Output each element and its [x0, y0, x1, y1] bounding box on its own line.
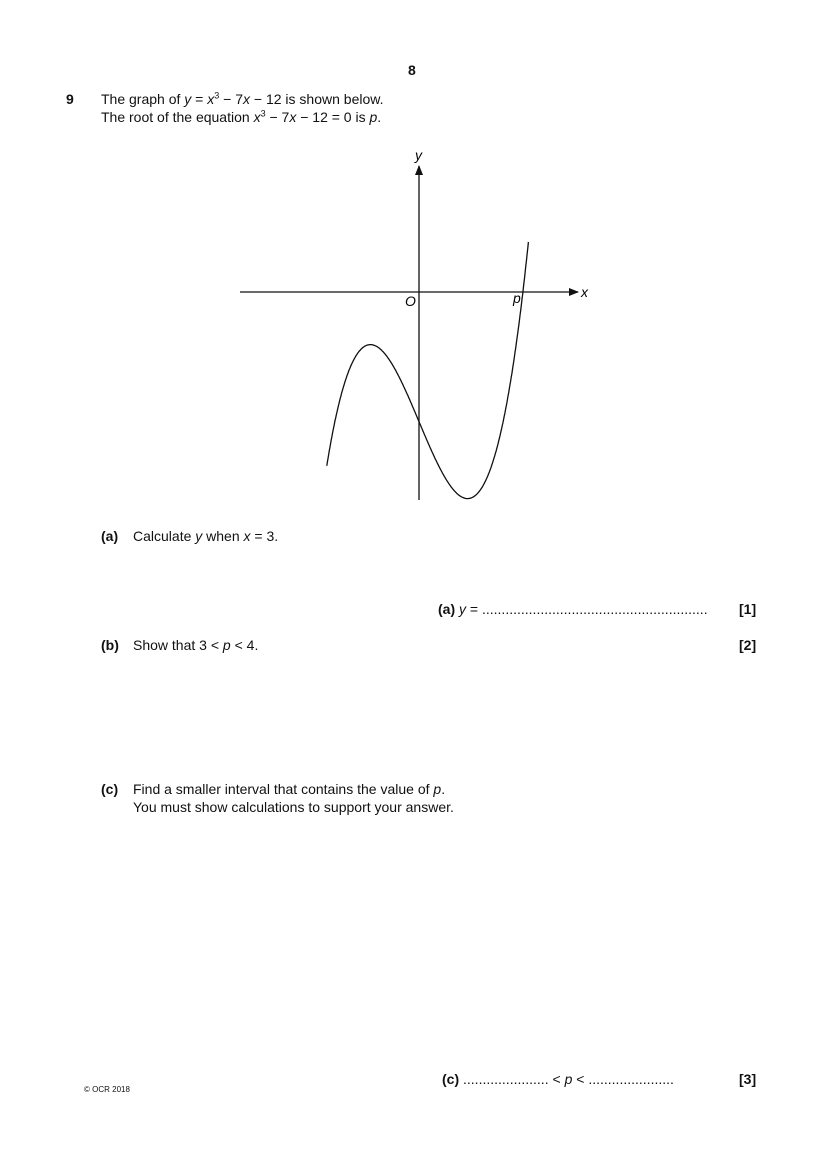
answer-label: (a)	[438, 601, 456, 617]
intro-text: =	[191, 91, 208, 107]
var-p: p	[564, 1071, 573, 1087]
cubic-graph	[0, 0, 828, 560]
copyright-footer: © OCR 2018	[84, 1085, 130, 1094]
part-text: when	[202, 528, 244, 544]
var-p: p	[433, 781, 442, 797]
x-axis-label: x	[581, 284, 588, 300]
var-x: x	[243, 91, 251, 107]
intro-text: .	[377, 109, 382, 125]
intro-text: − 12 is shown below.	[250, 91, 384, 107]
answer-dots-lower[interactable]: ......................	[463, 1071, 549, 1087]
part-text: < 4.	[230, 637, 259, 653]
part-text: Show that 3 <	[133, 637, 223, 653]
exponent: 3	[214, 90, 220, 101]
cubic-curve	[327, 242, 529, 499]
var-y: y	[184, 91, 192, 107]
intro-text: The graph of	[101, 91, 185, 107]
part-a-answer-line	[438, 601, 708, 617]
var-x: x	[243, 528, 251, 544]
var-y: y	[195, 528, 203, 544]
question-number: 9	[66, 91, 74, 107]
part-text: = 3.	[250, 528, 279, 544]
answer-text: <	[572, 1071, 589, 1087]
var-p: p	[369, 109, 378, 125]
part-c-question-line-2: You must show calculations to support your answer.	[133, 799, 454, 815]
answer-dots[interactable]: ..........................................................	[481, 601, 708, 617]
part-b-marks: [2]	[739, 637, 757, 653]
var-x: x	[289, 109, 297, 125]
var-p: p	[222, 637, 231, 653]
var-x: x	[207, 91, 215, 107]
part-a-question	[101, 528, 278, 544]
answer-dots-upper[interactable]: ......................	[588, 1071, 674, 1087]
answer-label: (c)	[442, 1071, 460, 1087]
part-label: (b)	[101, 637, 119, 653]
page-number: 8	[408, 62, 416, 78]
answer-text: =	[466, 601, 482, 617]
intro-text: The root of the equation	[101, 109, 254, 125]
part-c-question-line-1	[101, 781, 445, 797]
answer-text: <	[548, 1071, 565, 1087]
part-b-question	[101, 637, 258, 653]
y-axis-label: y	[415, 147, 422, 163]
intro-text: − 7	[265, 109, 290, 125]
part-text: Find a smaller interval that contains the value of	[133, 781, 434, 797]
var-x: x	[253, 109, 261, 125]
part-c-answer-line	[442, 1071, 674, 1087]
intro-text: − 12 = 0 is	[296, 109, 370, 125]
origin-label: O	[405, 293, 416, 309]
var-y: y	[459, 601, 467, 617]
part-label: (a)	[101, 528, 119, 544]
part-text: .	[441, 781, 446, 797]
root-label: p	[513, 290, 521, 306]
exponent: 3	[260, 108, 266, 119]
part-a-marks: [1]	[739, 601, 757, 617]
part-text: Calculate	[133, 528, 196, 544]
intro-text: − 7	[219, 91, 244, 107]
part-label: (c)	[101, 781, 119, 797]
part-c-marks: [3]	[739, 1071, 757, 1087]
